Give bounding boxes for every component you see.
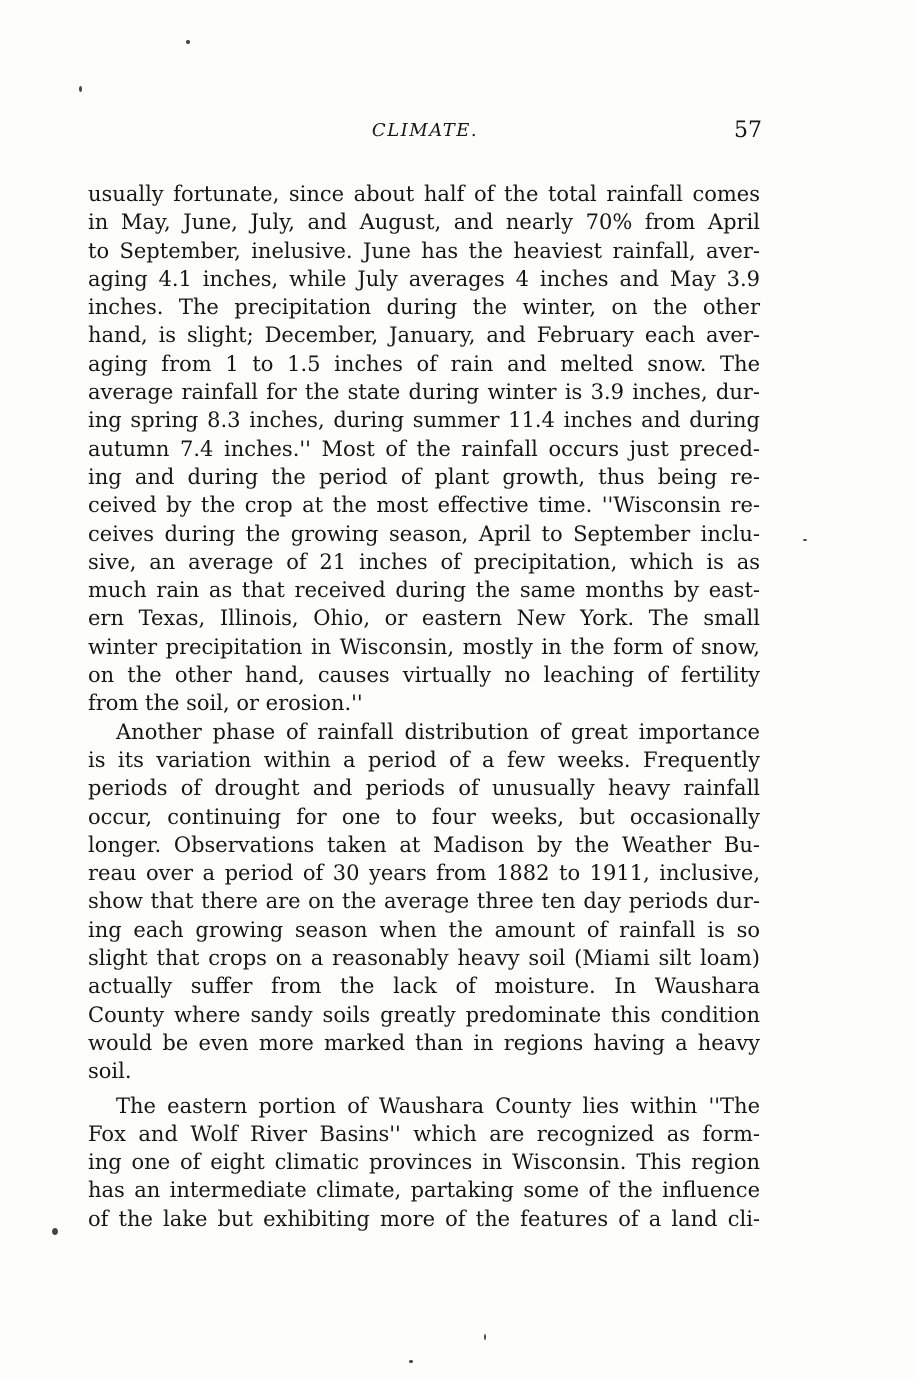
scan-speck [52, 1228, 58, 1235]
text-line: occur, continuing for one to four weeks, but occasionally [88, 804, 760, 829]
paragraph-2 [88, 718, 760, 1086]
text-line: Another phase of rainfall distribution of great importance [116, 719, 760, 744]
text-line: would be even more marked than in regions having a heavy [88, 1030, 760, 1055]
text-line: autumn 7.4 inches.'' Most of the rainfall occurs just preced- [88, 436, 760, 461]
text-line: soil. [88, 1059, 132, 1084]
text-line: ceives during the growing season, April to September inclu- [88, 521, 760, 546]
text-line: periods of drought and periods of unusually heavy rainfall [88, 776, 760, 801]
text-line: much rain as that received during the same months by east- [88, 578, 760, 603]
text-line: from the soil, or erosion.'' [88, 691, 363, 716]
text-line: winter precipitation in Wisconsin, mostly in the form of snow, [88, 634, 760, 659]
text-line: has an intermediate climate, partaking some of the influence [88, 1178, 760, 1203]
scan-speck [484, 1334, 486, 1340]
text-line: aging 4.1 inches, while July averages 4 inches and May 3.9 [88, 266, 760, 291]
text-line: actually suffer from the lack of moisture. In Waushara [88, 974, 760, 999]
text-line: ceived by the crop at the most effective time. ''Wisconsin re- [88, 493, 760, 518]
text-line: hand, is slight; December, January, and February each aver- [88, 323, 760, 348]
text-line: ing one of eight climatic provinces in Wisconsin. This region [88, 1150, 760, 1175]
text-line: inches. The precipitation during the winter, on the other [88, 295, 760, 320]
text-line: County where sandy soils greatly predominate this condition [88, 1002, 760, 1027]
text-line: longer. Observations taken at Madison by the Weather Bu- [88, 832, 760, 857]
text-line: ing each growing season when the amount of rainfall is so [88, 917, 760, 942]
text-line: on the other hand, causes virtually no leaching of fertility [88, 663, 760, 688]
text-line: sive, an average of 21 inches of precipitation, which is as [88, 549, 760, 574]
text-line: reau over a period of 30 years from 1882 to 1911, inclusive, [88, 861, 760, 886]
text-line: is its variation within a period of a few weeks. Frequently [88, 747, 760, 772]
running-head: CLIMATE. [371, 120, 479, 141]
text-line: ing and during the period of plant growth, thus being re- [88, 464, 760, 489]
text-line: usually fortunate, since about half of the total rainfall comes [88, 182, 760, 206]
text-line: in May, June, July, and August, and nearly 70% from April [88, 210, 760, 235]
page-header [88, 118, 762, 148]
text-line: of the lake but exhibiting more of the features of a land cli- [88, 1206, 760, 1231]
text-line: ern Texas, Illinois, Ohio, or eastern New York. The small [88, 606, 760, 631]
page-number: 57 [734, 118, 762, 143]
text-line: show that there are on the average three ten day periods dur- [88, 889, 760, 914]
text-line: ing spring 8.3 inches, during summer 11.4 inches and during [88, 408, 760, 433]
scan-speck [409, 1360, 413, 1363]
text-line: Fox and Wolf River Basins'' which are recognized as form- [88, 1121, 760, 1146]
scan-speck [803, 539, 807, 541]
text-line: average rainfall for the state during winter is 3.9 inches, dur- [88, 380, 760, 405]
text-line: aging from 1 to 1.5 inches of rain and melted snow. The [88, 351, 760, 376]
scan-speck [186, 40, 190, 44]
paragraph-1 [88, 180, 760, 718]
text-line: slight that crops on a reasonably heavy soil (Miami silt loam) [88, 946, 760, 971]
paragraph-3 [88, 1092, 760, 1233]
text-line: to September, inelusive. June has the heaviest rainfall, aver- [88, 238, 760, 263]
text-line: The eastern portion of Waushara County lies within ''The [116, 1093, 760, 1118]
body-text [88, 180, 760, 1233]
scan-speck [79, 86, 82, 92]
